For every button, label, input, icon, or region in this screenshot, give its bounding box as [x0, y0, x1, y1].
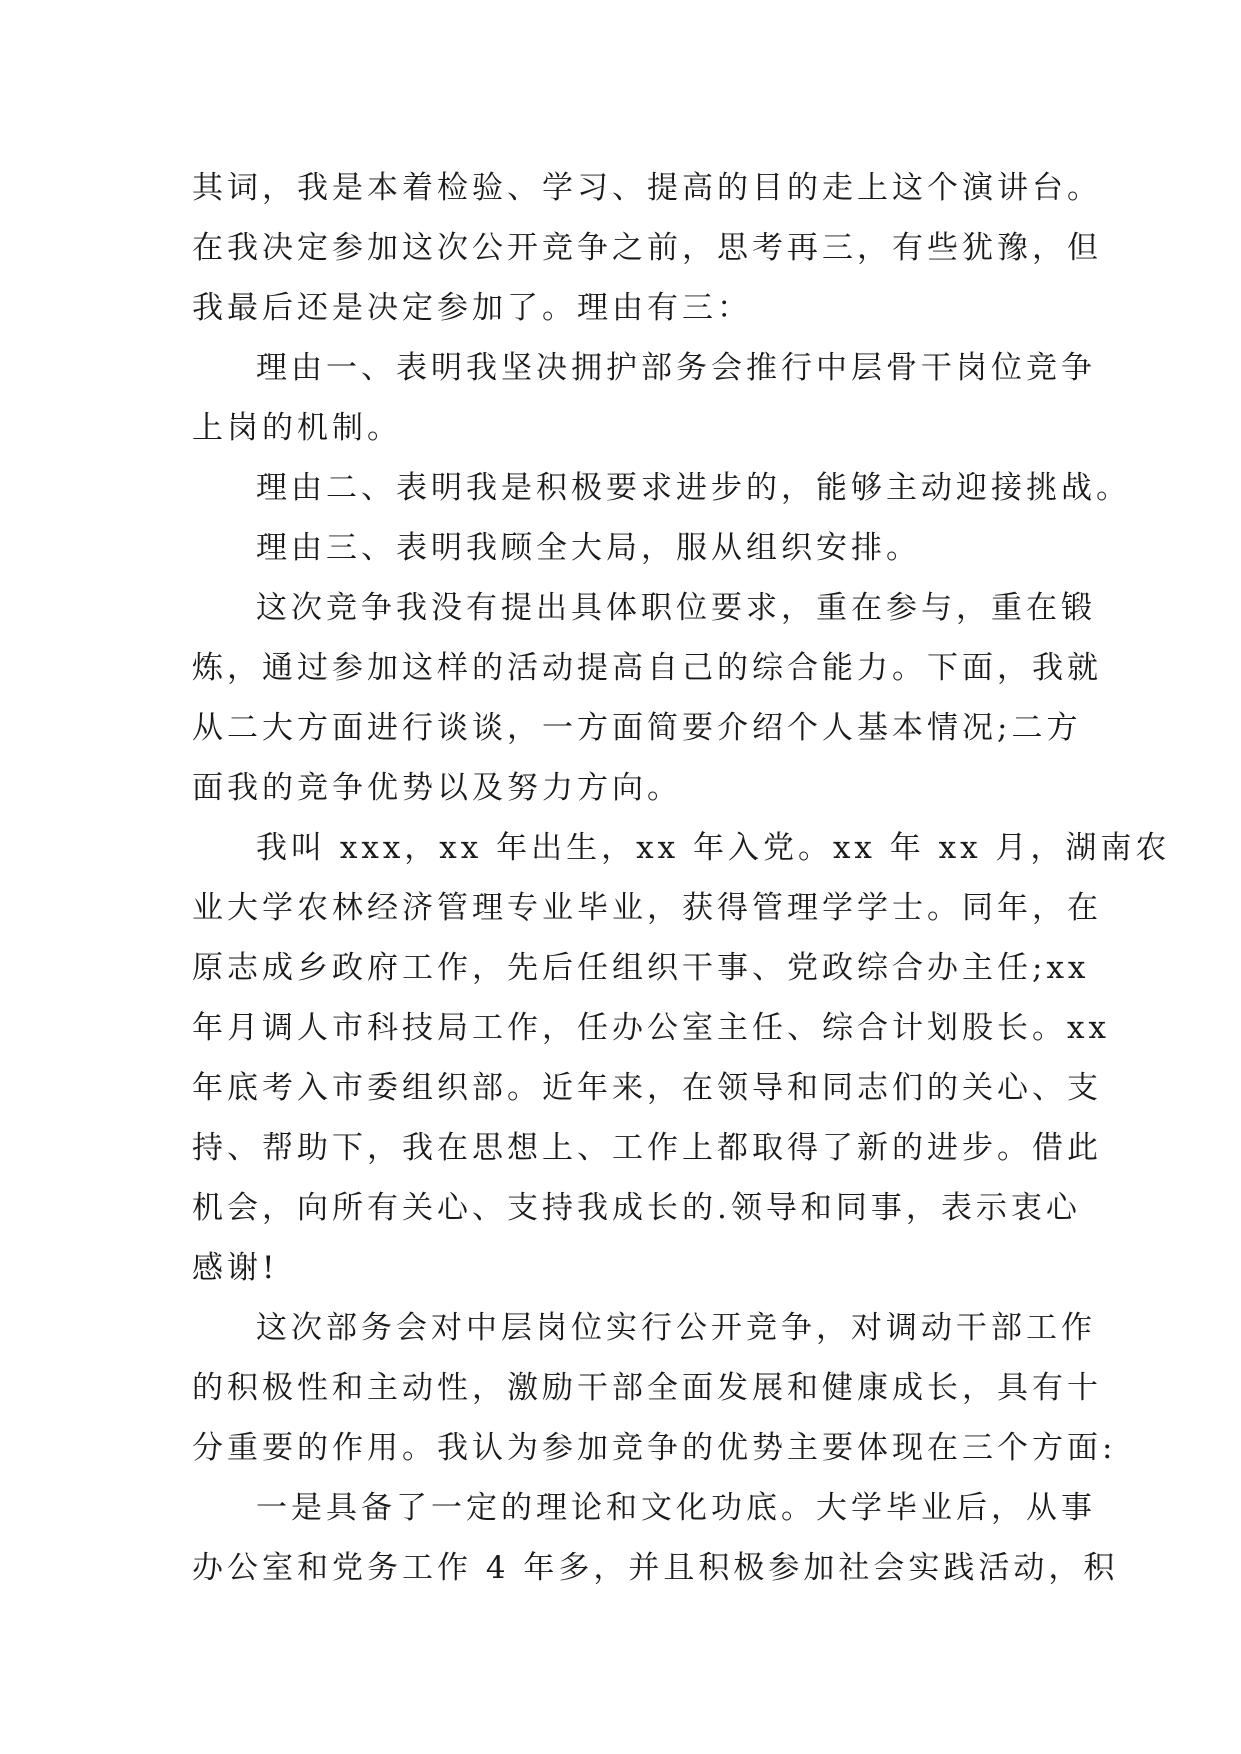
text-line: 办公室和党务工作 4 年多，并且积极参加社会实践活动，积: [192, 1550, 1119, 1586]
body-text: [192, 158, 1171, 1598]
text-line: 从二大方面进行谈谈，一方面简要介绍个人基本情况;二方: [192, 710, 1082, 746]
text-line: 炼，通过参加这样的活动提高自己的综合能力。下面，我就: [192, 650, 1102, 686]
text-line: 年底考入市委组织部。近年来，在领导和同志们的关心、支: [192, 1070, 1102, 1106]
paragraph-start: 理由三、表明我顾全大局，服从组织安排。: [256, 530, 921, 566]
paragraph-start: 一是具备了一定的理论和文化功底。大学毕业后，从事: [256, 1490, 1096, 1526]
paragraph-start: 这次竞争我没有提出具体职位要求，重在参与，重在锻: [256, 590, 1096, 626]
text-line: 上岗的机制。: [192, 410, 402, 446]
text-line: 分重要的作用。我认为参加竞争的优势主要体现在三个方面:: [192, 1430, 1117, 1466]
text-line: 持、帮助下，我在思想上、工作上都取得了新的进步。借此: [192, 1130, 1102, 1166]
paragraph-start: 理由二、表明我是积极要求进步的，能够主动迎接挑战。: [256, 470, 1131, 506]
text-line: 在我决定参加这次公开竞争之前，思考再三，有些犹豫，但: [192, 230, 1102, 266]
text-line: 原志成乡政府工作，先后任组织干事、党政综合办主任;xx: [192, 950, 1090, 986]
text-line: 其词，我是本着检验、学习、提高的目的走上这个演讲台。: [192, 170, 1102, 206]
text-line: 年月调人市科技局工作，任办公室主任、综合计划股长。xx: [192, 1010, 1110, 1046]
text-line: 感谢!: [192, 1250, 279, 1286]
paragraph-start: 这次部务会对中层岗位实行公开竞争，对调动干部工作: [256, 1310, 1096, 1346]
text-line: 机会，向所有关心、支持我成长的.领导和同事，表示衷心: [192, 1190, 1081, 1226]
text-line: 我最后还是决定参加了。理由有三：: [192, 290, 752, 326]
text-line: 的积极性和主动性，激励干部全面发展和健康成长，具有十: [192, 1370, 1102, 1406]
text-line: 面我的竞争优势以及努力方向。: [192, 770, 682, 806]
paragraph-start: 我叫 xxx，xx 年出生，xx 年入党。xx 年 xx 月，湖南农: [256, 830, 1171, 866]
paragraph-start: 理由一、表明我坚决拥护部务会推行中层骨干岗位竞争: [256, 350, 1096, 386]
text-line: 业大学农林经济管理专业毕业，获得管理学学士。同年，在: [192, 890, 1102, 926]
